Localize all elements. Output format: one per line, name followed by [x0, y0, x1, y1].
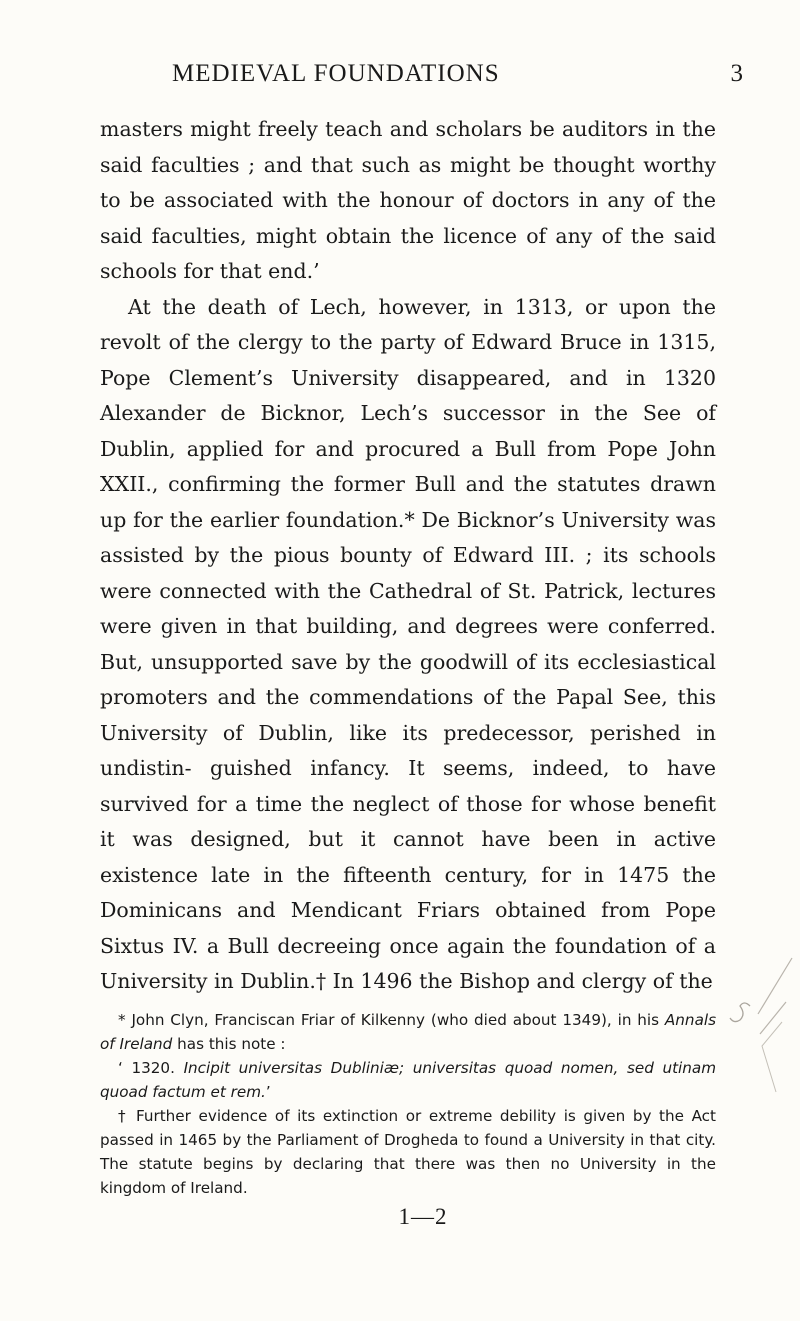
footnote-1-title: Annals of Ireland	[100, 1010, 717, 1053]
running-title: MEDIEVAL FOUNDATIONS	[172, 60, 500, 87]
footnote-1-quote	[100, 1056, 716, 1104]
footnote-1-quote-latin: Incipit universitas Dubliniæ; universitas quoad nomen, sed utinam quoad factum et rem.	[100, 1058, 717, 1101]
book-page	[100, 60, 744, 1230]
signature-mark: 1—2	[398, 1203, 448, 1229]
footnote-1-quote-open: ‘ 1320.	[118, 1058, 175, 1077]
footnote-2: † Further evidence of its extinction or extreme debility is given by the Act passed in 1465 by the Parliament of Drogheda to found a University in that city. The statute begins by declaring that there was then no University in the kingdom of Ireland.	[100, 1106, 716, 1197]
footnotes	[100, 1008, 716, 1200]
footnote-1-text: * John Clyn, Franciscan Friar of Kilkenny (who died about 1349), in his	[118, 1010, 660, 1029]
footnote-1	[100, 1008, 716, 1056]
paragraph-2: At the death of Lech, however, in 1313, or upon the revolt of the clergy to the party of Edward Bruce in 1315, Pope Clement’s University disappeared, and in 1320 Alexander de Bicknor, Lech’s successor in the See of Dublin, applied for and procured a Bull from Pope John XXII., confirming the former Bull and the statutes drawn up for the earlier foundation.* De Bicknor’s University was assisted by the pious bounty of Edward III. ; its schools were connected with the Cathedral of St. Patrick, lectures were given in that building, and degrees were conferred. But, unsupported save by the goodwill of its ecclesiastical promoters and the commendations of the Papal See, this University of Dublin, like its predecessor, perished in undistin- guished infancy. It seems, indeed, to have survived for a time the neglect of those for whose benefit it was designed, but it cannot have been in active existence late in the fifteenth century, for in 1475 the Dominicans and Mendicant Friars obtained from Pope Sixtus IV. a Bull decreeing once again the foundation of a University in Dublin.† In 1496 the Bishop and clergy of the	[100, 294, 716, 993]
page-number: 3	[730, 60, 744, 87]
page-header	[100, 60, 744, 100]
footnote-1-tail: has this note :	[177, 1034, 286, 1053]
paragraph-1: masters might freely teach and scholars be auditors in the said faculties ; and that such as might be thought worthy to be associated with the honour of doctors in any of the said faculties, might obtain the licence of any of the said schools for that end.’	[100, 117, 716, 283]
margin-pencil-mark	[706, 952, 796, 1112]
footnote-1-quote-close: ’	[265, 1082, 271, 1101]
body-text	[100, 112, 716, 1000]
